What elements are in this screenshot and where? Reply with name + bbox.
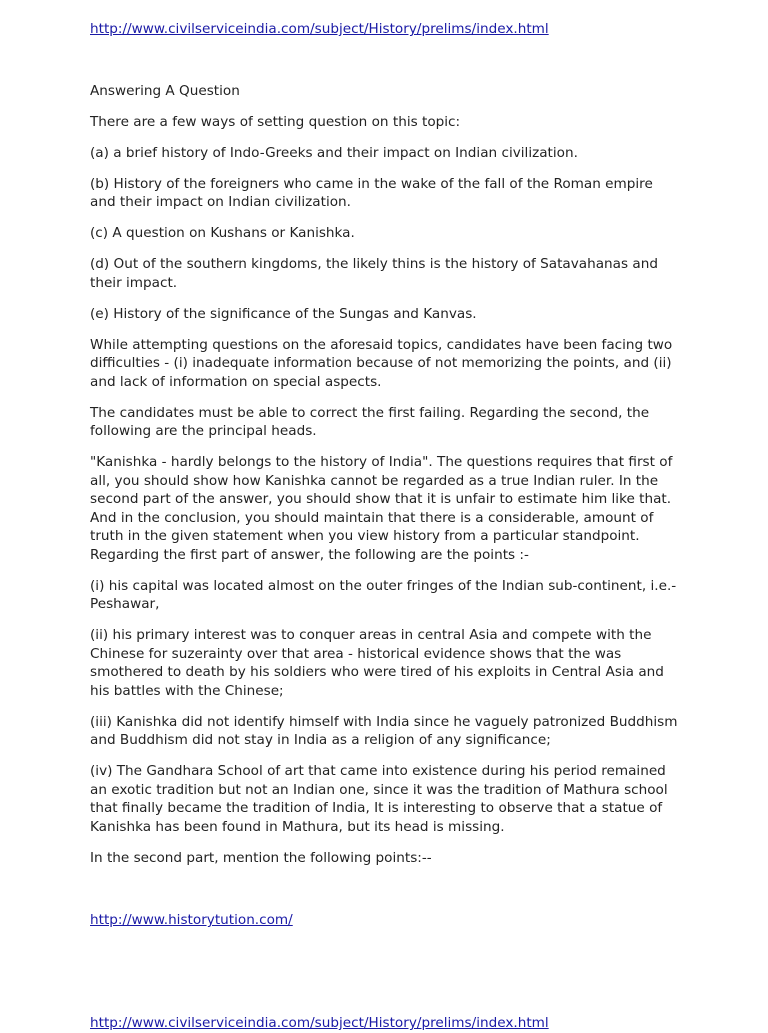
paragraph-second-part: In the second part, mention the following points:-- <box>90 849 432 866</box>
paragraph-point-ii: (ii) his primary interest was to conquer areas in central Asia and compete with the Chinese for suzerainty over that area - historical evidence shows that the was smothered to death by his soldiers who were tired of his exploits in Central Asia and his battles with the Chinese; <box>90 627 664 699</box>
header-link[interactable]: http://www.civilserviceindia.com/subject/History/prelims/index.html <box>90 21 549 37</box>
paragraph-point-i: (i) his capital was located almost on the outer fringes of the Indian sub-continent, i.e.- Peshawar, <box>90 577 677 612</box>
paragraph-point-iv: (iv) The Gandhara School of art that came into existence during his period remained an exotic tradition but not an Indian one, since it was the tradition of Mathura school that finally became the tradition of India, It is interesting to observe that a statue of Kanishka has been found in Mathura, but its head is missing. <box>90 763 668 835</box>
paragraph-option-a: (a) a brief history of Indo-Greeks and their impact on Indian civilization. <box>90 144 578 161</box>
paragraph-option-d: (d) Out of the southern kingdoms, the likely thins is the history of Satavahanas and their impact. <box>90 256 658 291</box>
paragraph-difficulties: While attempting questions on the aforesaid topics, candidates have been facing two difficulties - (i) inadequate information because of not memorizing the points, and (ii) and lack of information on special aspects. <box>90 336 673 390</box>
paragraph-option-b: (b) History of the foreigners who came in the wake of the fall of the Roman empire and their impact on Indian civilization. <box>90 175 653 210</box>
next-page-header-link[interactable]: http://www.civilserviceindia.com/subject/History/prelims/index.html <box>90 1015 549 1031</box>
paragraph-intro: There are a few ways of setting question on this topic: <box>90 113 461 130</box>
footer-link[interactable]: http://www.historytution.com/ <box>90 912 293 928</box>
document-page <box>90 20 682 930</box>
paragraph-principal-heads: The candidates must be able to correct the first failing. Regarding the second, the following are the principal heads. <box>90 404 650 439</box>
paragraph-option-c: (c) A question on Kushans or Kanishka. <box>90 225 355 241</box>
section-heading: Answering A Question <box>90 82 240 99</box>
paragraph-point-iii: (iii) Kanishka did not identify himself with India since he vaguely patronized Buddhism and Buddhism did not stay in India as a religion of any significance; <box>90 713 678 748</box>
paragraph-kanishka-quote: "Kanishka - hardly belongs to the history of India". The questions requires that first of all, you should show how Kanishka cannot be regarded as a true Indian ruler. In the second part of the answer, you should show that it is unfair to estimate him like that. And in the conclusion, you should maintain that there is a considerable, amount of truth in the given statement when you view history from a particular standpoint. Regarding the first part of answer, the following are the points :- <box>90 454 673 563</box>
paragraph-option-e: (e) History of the significance of the Sungas and Kanvas. <box>90 305 477 322</box>
